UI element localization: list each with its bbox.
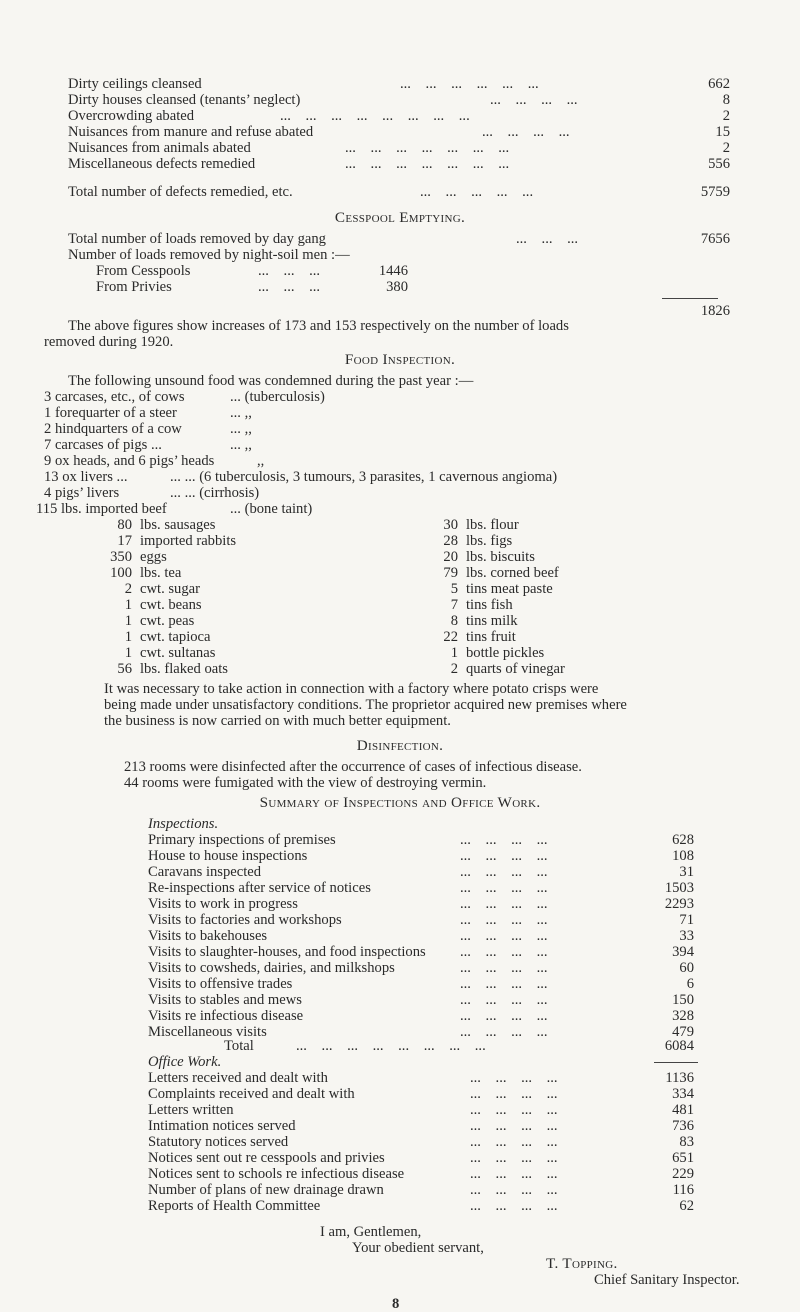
leader-dots: ... ... ... ... xyxy=(470,1182,558,1198)
food-right-desc: lbs. biscuits xyxy=(466,549,535,565)
leader-dots: ... ... ... ... xyxy=(460,992,548,1008)
office-value: 83 xyxy=(679,1134,694,1150)
inspection-label: Visits to cowsheds, dairies, and milkshops xyxy=(148,960,395,976)
food-left-qty: 1 xyxy=(124,613,132,629)
food-right-qty: 30 xyxy=(443,517,458,533)
food-right-desc: quarts of vinegar xyxy=(466,661,565,677)
leader-dots: ... ... ... ... xyxy=(482,124,570,140)
disinfection-line1: 213 rooms were disinfected after the occurrence of cases of infectious disease. xyxy=(124,759,582,775)
leader-dots: ... ... ... ... xyxy=(460,1024,548,1040)
inspection-value: 31 xyxy=(679,864,694,880)
leader-dots: ... ... ... ... xyxy=(470,1070,558,1086)
food-heading: Food Inspection. xyxy=(344,351,456,368)
leader-dots: ... ... ... ... ... xyxy=(420,184,534,200)
page-number: 8 xyxy=(392,1296,400,1312)
summary-total-value: 6084 xyxy=(664,1038,694,1054)
food-left-qty: 2 xyxy=(124,581,132,597)
leader-dots: ... ... ... xyxy=(258,263,321,279)
leader-dots: ... ... ... ... ... ... ... xyxy=(345,140,510,156)
food-left-qty: 100 xyxy=(110,565,132,581)
condemned-reason-4: ,, xyxy=(257,453,265,469)
subtotal-rule xyxy=(662,298,718,299)
office-value: 116 xyxy=(672,1182,694,1198)
inspection-value: 60 xyxy=(679,960,694,976)
food-right-desc: tins milk xyxy=(466,613,518,629)
leader-dots: ... ... ... ... xyxy=(470,1118,558,1134)
office-value: 1136 xyxy=(665,1070,694,1086)
food-left-qty: 17 xyxy=(117,533,132,549)
condemned-reason-0: ... (tuberculosis) xyxy=(230,389,325,405)
food-right-desc: bottle pickles xyxy=(466,645,545,661)
food-left-desc: cwt. beans xyxy=(140,597,202,613)
signoff-title: Chief Sanitary Inspector. xyxy=(594,1272,740,1288)
leader-dots: ... ... ... xyxy=(516,231,579,247)
office-label: Notices sent out re cesspools and privies xyxy=(148,1150,385,1166)
from-cesspools-value: 1446 xyxy=(378,263,408,279)
office-label: Reports of Health Committee xyxy=(148,1198,321,1214)
inspection-label: Caravans inspected xyxy=(148,864,262,880)
office-work-label: Office Work. xyxy=(148,1054,222,1070)
day-gang-value: 7656 xyxy=(700,231,730,247)
leader-dots: ... ... ... ... ... ... ... xyxy=(345,156,510,172)
food-right-qty: 20 xyxy=(443,549,458,565)
food-right-desc: tins meat paste xyxy=(466,581,553,597)
food-right-qty: 1 xyxy=(450,645,458,661)
leader-dots: ... ... ... ... xyxy=(470,1102,558,1118)
office-label: Letters received and dealt with xyxy=(148,1070,328,1086)
leader-dots: ... ... ... ... ... ... ... ... xyxy=(280,108,470,124)
leader-dots: ... ... ... ... ... ... xyxy=(400,76,539,92)
condemned-item-5: 13 ox livers ... xyxy=(44,469,128,485)
office-label: Letters written xyxy=(148,1102,234,1118)
inspection-label: House to house inspections xyxy=(148,848,308,864)
food-left-desc: lbs. flaked oats xyxy=(140,661,228,677)
office-value: 334 xyxy=(672,1086,694,1102)
cesspool-subtotal: 1826 xyxy=(700,303,730,319)
signoff-line2: Your obedient servant, xyxy=(352,1240,484,1256)
leader-dots: ... ... ... ... xyxy=(460,880,548,896)
food-right-desc: lbs. flour xyxy=(466,517,519,533)
inspection-value: 479 xyxy=(672,1024,694,1040)
disinfection-heading: Disinfection. xyxy=(356,737,444,754)
office-value: 481 xyxy=(672,1102,694,1118)
leader-dots: ... ... ... ... xyxy=(460,960,548,976)
condemned-reason-1: ... ,, xyxy=(230,405,252,421)
food-right-qty: 2 xyxy=(450,661,458,677)
food-right-desc: lbs. figs xyxy=(466,533,513,549)
signoff-name: T. Topping. xyxy=(546,1255,618,1272)
defect-label-3: Nuisances from manure and refuse abated xyxy=(68,124,314,140)
defect-label-0: Dirty ceilings cleansed xyxy=(68,76,202,92)
condemned-item-3: 7 carcases of pigs ... xyxy=(44,437,162,453)
food-left-desc: cwt. sugar xyxy=(140,581,200,597)
inspection-value: 33 xyxy=(679,928,694,944)
food-left-desc: eggs xyxy=(140,549,167,565)
defect-value-1: 8 xyxy=(722,92,730,108)
food-intro: The following unsound food was condemned during the past year :— xyxy=(68,373,474,389)
inspection-value: 71 xyxy=(679,912,694,928)
night-soil-label: Number of loads removed by night-soil men :— xyxy=(68,247,350,263)
office-label: Notices sent to schools re infectious disease xyxy=(148,1166,405,1182)
food-left-desc: imported rabbits xyxy=(140,533,237,549)
food-left-qty: 1 xyxy=(124,645,132,661)
inspection-label: Visits re infectious disease xyxy=(148,1008,304,1024)
summary-total-label: Total xyxy=(224,1038,254,1054)
inspection-value: 394 xyxy=(672,944,694,960)
food-left-desc: cwt. sultanas xyxy=(140,645,216,661)
leader-dots: ... ... ... ... xyxy=(470,1198,558,1214)
office-value: 229 xyxy=(672,1166,694,1182)
inspection-value: 628 xyxy=(672,832,694,848)
inspection-value: 108 xyxy=(672,848,694,864)
food-right-desc: tins fish xyxy=(466,597,513,613)
leader-dots: ... ... ... ... xyxy=(470,1150,558,1166)
condemned-reason-5: ... ... (6 tuberculosis, 3 tumours, 3 parasites, 1 cavernous angioma) xyxy=(170,469,558,485)
food-para-line2: being made under unsatisfactory conditions. The proprietor acquired new premises where xyxy=(104,697,627,713)
defect-label-4: Nuisances from animals abated xyxy=(68,140,251,156)
food-left-qty: 350 xyxy=(110,549,132,565)
inspection-label: Re-inspections after service of notices xyxy=(148,880,371,896)
condemned-item-2: 2 hindquarters of a cow xyxy=(44,421,182,437)
leader-dots: ... ... ... ... ... ... ... ... xyxy=(296,1038,486,1054)
office-label: Number of plans of new drainage drawn xyxy=(148,1182,384,1198)
cesspool-heading: Cesspool Emptying. xyxy=(334,209,466,226)
inspection-label: Visits to factories and workshops xyxy=(148,912,342,928)
food-left-desc: cwt. peas xyxy=(140,613,195,629)
leader-dots: ... ... ... ... xyxy=(460,864,548,880)
leader-dots: ... ... ... ... xyxy=(460,848,548,864)
total-rule xyxy=(654,1062,698,1063)
food-right-qty: 22 xyxy=(443,629,458,645)
leader-dots: ... ... ... ... xyxy=(460,928,548,944)
signoff-line1: I am, Gentlemen, xyxy=(320,1224,422,1240)
leader-dots: ... ... ... ... xyxy=(460,912,548,928)
from-privies-value: 380 xyxy=(386,279,408,295)
inspection-value: 6 xyxy=(686,976,694,992)
food-left-qty: 1 xyxy=(124,597,132,613)
summary-heading: Summary of Inspections and Office Work. xyxy=(259,794,541,811)
leader-dots: ... ... ... ... xyxy=(490,92,578,108)
food-right-qty: 5 xyxy=(450,581,458,597)
food-left-qty: 1 xyxy=(124,629,132,645)
condemned-reason-6: ... ... (cirrhosis) xyxy=(170,485,260,501)
cesspool-note-line2: removed during 1920. xyxy=(44,334,174,350)
leader-dots: ... ... ... ... xyxy=(470,1134,558,1150)
inspection-value: 150 xyxy=(672,992,694,1008)
condemned-item-4: 9 ox heads, and 6 pigs’ heads xyxy=(44,453,215,469)
food-right-qty: 7 xyxy=(450,597,458,613)
inspection-label: Visits to work in progress xyxy=(148,896,298,912)
food-right-qty: 8 xyxy=(450,613,458,629)
food-right-qty: 79 xyxy=(443,565,458,581)
leader-dots: ... ... ... ... xyxy=(460,1008,548,1024)
leader-dots: ... ... ... ... xyxy=(460,832,548,848)
day-gang-label: Total number of loads removed by day gang xyxy=(68,231,326,247)
from-privies-label: From Privies xyxy=(96,279,172,295)
food-right-desc: lbs. corned beef xyxy=(466,565,559,581)
office-label: Intimation notices served xyxy=(148,1118,296,1134)
office-value: 651 xyxy=(672,1150,694,1166)
leader-dots: ... ... ... ... xyxy=(460,896,548,912)
cesspool-note-line1: The above figures show increases of 173 and 153 respectively on the number of loads xyxy=(68,318,569,334)
defect-label-2: Overcrowding abated xyxy=(68,108,195,124)
defect-value-2: 2 xyxy=(722,108,730,124)
leader-dots: ... ... ... ... xyxy=(470,1086,558,1102)
office-label: Statutory notices served xyxy=(148,1134,289,1150)
office-value: 736 xyxy=(672,1118,694,1134)
food-para-line1: It was necessary to take action in connection with a factory where potato crisps were xyxy=(104,681,599,697)
condemned-item-0: 3 carcases, etc., of cows xyxy=(44,389,185,405)
defect-value-0: 662 xyxy=(708,76,730,92)
defect-value-4: 2 xyxy=(722,140,730,156)
defects-total-value: 5759 xyxy=(700,184,730,200)
food-left-qty: 56 xyxy=(117,661,132,677)
food-left-qty: 80 xyxy=(117,517,132,533)
condemned-reason-3: ... ,, xyxy=(230,437,252,453)
defect-value-5: 556 xyxy=(708,156,730,172)
from-cesspools-label: From Cesspools xyxy=(96,263,191,279)
condemned-item-6: 4 pigs’ livers xyxy=(44,485,120,501)
leader-dots: ... ... ... ... xyxy=(460,976,548,992)
food-para-line3: the business is now carried on with much better equipment. xyxy=(104,713,451,729)
leader-dots: ... ... ... ... xyxy=(460,944,548,960)
inspection-value: 2293 xyxy=(664,896,694,912)
condemned-reason-7: ... (bone taint) xyxy=(230,501,313,517)
disinfection-line2: 44 rooms were fumigated with the view of destroying vermin. xyxy=(124,775,487,791)
office-label: Complaints received and dealt with xyxy=(148,1086,355,1102)
inspection-label: Visits to stables and mews xyxy=(148,992,302,1008)
food-left-desc: cwt. tapioca xyxy=(140,629,211,645)
defect-label-1: Dirty houses cleansed (tenants’ neglect) xyxy=(68,92,301,108)
food-left-desc: lbs. tea xyxy=(140,565,182,581)
condemned-item-7: 115 lbs. imported beef xyxy=(36,501,167,517)
office-value: 62 xyxy=(679,1198,694,1214)
inspection-label: Miscellaneous visits xyxy=(148,1024,267,1040)
inspection-label: Visits to slaughter-houses, and food inspections xyxy=(148,944,426,960)
inspections-label: Inspections. xyxy=(148,816,219,832)
condemned-item-1: 1 forequarter of a steer xyxy=(44,405,177,421)
food-left-desc: lbs. sausages xyxy=(140,517,216,533)
leader-dots: ... ... ... xyxy=(258,279,321,295)
food-right-desc: tins fruit xyxy=(466,629,516,645)
defect-label-5: Miscellaneous defects remedied xyxy=(68,156,256,172)
inspection-value: 1503 xyxy=(664,880,694,896)
inspection-value: 328 xyxy=(672,1008,694,1024)
leader-dots: ... ... ... ... xyxy=(470,1166,558,1182)
inspection-label: Visits to bakehouses xyxy=(148,928,268,944)
inspection-label: Visits to offensive trades xyxy=(148,976,293,992)
condemned-reason-2: ... ,, xyxy=(230,421,252,437)
defects-total-label: Total number of defects remedied, etc. xyxy=(68,184,293,200)
defect-value-3: 15 xyxy=(715,124,730,140)
inspection-label: Primary inspections of premises xyxy=(148,832,336,848)
food-right-qty: 28 xyxy=(443,533,458,549)
